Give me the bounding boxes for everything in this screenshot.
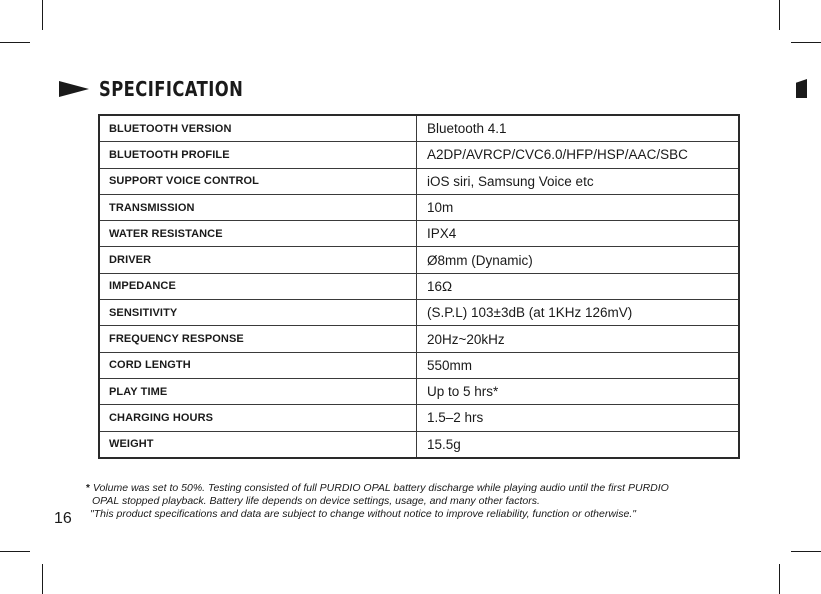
footnote-text: Volume was set to 50%. Testing consisted of full PURDIO OPAL battery discharge while playing audio until the first PURDIO bbox=[92, 482, 669, 494]
footnote-star: * bbox=[86, 483, 90, 494]
spec-row bbox=[99, 247, 739, 273]
spec-value: Bluetooth 4.1 bbox=[417, 115, 740, 142]
page-tab-marker bbox=[796, 79, 807, 98]
spec-label: TRANSMISSION bbox=[99, 194, 417, 220]
crop-mark bbox=[779, 0, 780, 30]
spec-row bbox=[99, 168, 739, 194]
spec-row bbox=[99, 378, 739, 404]
footnote-line bbox=[86, 482, 746, 495]
spec-row bbox=[99, 273, 739, 299]
crop-mark bbox=[42, 564, 43, 594]
page-number: 16 bbox=[54, 510, 72, 527]
crop-mark bbox=[42, 0, 43, 30]
spec-label: BLUETOOTH PROFILE bbox=[99, 142, 417, 168]
spec-label: IMPEDANCE bbox=[99, 273, 417, 299]
spec-label: CHARGING HOURS bbox=[99, 405, 417, 431]
spec-value: 1.5–2 hrs bbox=[417, 405, 740, 431]
arrow-right-icon bbox=[59, 81, 89, 97]
spec-value: 10m bbox=[417, 194, 740, 220]
spec-row bbox=[99, 142, 739, 168]
spec-row bbox=[99, 194, 739, 220]
spec-row bbox=[99, 326, 739, 352]
crop-mark bbox=[0, 42, 30, 43]
spec-label: WEIGHT bbox=[99, 431, 417, 458]
spec-label: SUPPORT VOICE CONTROL bbox=[99, 168, 417, 194]
spec-row bbox=[99, 431, 739, 458]
crop-mark bbox=[791, 42, 821, 43]
spec-value: (S.P.L) 103±3dB (at 1KHz 126mV) bbox=[417, 300, 740, 326]
footnote-line bbox=[86, 495, 746, 508]
crop-mark bbox=[779, 564, 780, 594]
spec-value: Ø8mm (Dynamic) bbox=[417, 247, 740, 273]
disclaimer-text: "This product specifications and data are subject to change without notice to improve reliability, function or otherwise." bbox=[90, 508, 636, 520]
spec-row bbox=[99, 300, 739, 326]
footnote-line bbox=[86, 508, 746, 521]
page-title: SPECIFICATION bbox=[99, 77, 244, 101]
spec-label: DRIVER bbox=[99, 247, 417, 273]
footnote-text: OPAL stopped playback. Battery life depends on device settings, usage, and many other factors. bbox=[92, 495, 540, 507]
spec-row bbox=[99, 352, 739, 378]
spec-value: 16Ω bbox=[417, 273, 740, 299]
spec-value: A2DP/AVRCP/CVC6.0/HFP/HSP/AAC/SBC bbox=[417, 142, 740, 168]
spec-label: CORD LENGTH bbox=[99, 352, 417, 378]
spec-value: IPX4 bbox=[417, 221, 740, 247]
spec-value: 20Hz~20kHz bbox=[417, 326, 740, 352]
spec-value: Up to 5 hrs* bbox=[417, 378, 740, 404]
spec-value: 15.5g bbox=[417, 431, 740, 458]
spec-label: PLAY TIME bbox=[99, 378, 417, 404]
footnotes bbox=[86, 482, 746, 521]
spec-row bbox=[99, 221, 739, 247]
spec-label: FREQUENCY RESPONSE bbox=[99, 326, 417, 352]
spec-label: SENSITIVITY bbox=[99, 300, 417, 326]
spec-label: BLUETOOTH VERSION bbox=[99, 115, 417, 142]
spec-row bbox=[99, 405, 739, 431]
crop-mark bbox=[0, 551, 30, 552]
specification-table bbox=[98, 114, 740, 459]
spec-label: WATER RESISTANCE bbox=[99, 221, 417, 247]
spec-row bbox=[99, 115, 739, 142]
spec-value: iOS siri, Samsung Voice etc bbox=[417, 168, 740, 194]
crop-mark bbox=[791, 551, 821, 552]
spec-value: 550mm bbox=[417, 352, 740, 378]
